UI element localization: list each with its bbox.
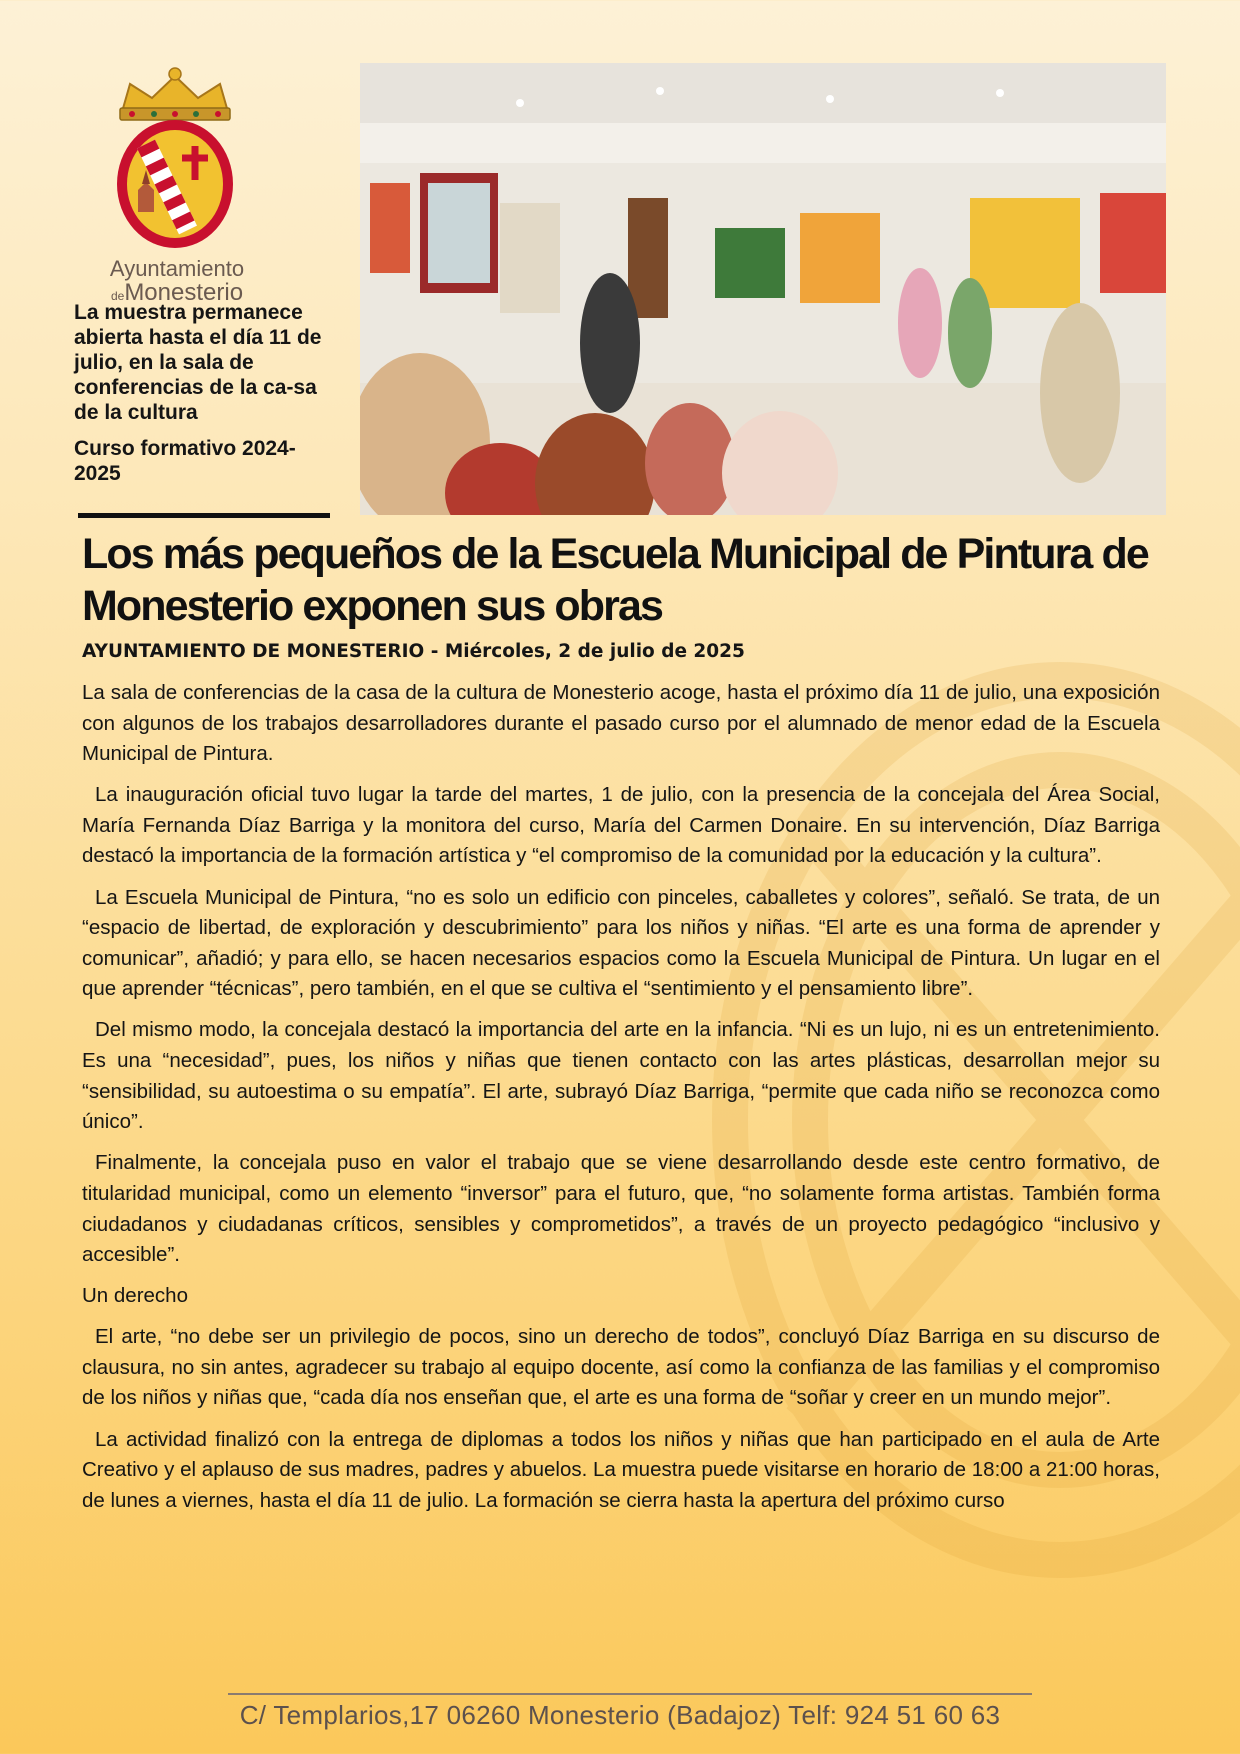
sidebar-note: La muestra permanece abierta hasta el día 11 de julio, en la sala de conferencias de la ca-sa de la cultura	[74, 301, 322, 424]
article-title: Los más pequeños de la Escuela Municipal de Pintura de Monesterio exponen sus obras	[82, 530, 1148, 630]
article-paragraph-7: La actividad finalizó con la entrega de diplomas a todos los niños y niñas que han participado en el aula de Arte Creativo y el aplauso de sus madres, padres y abuelos. La muestra puede visitarse en horario de 18:00 a 21:00 horas, de lunes a viernes, hasta el día 11 de julio. La formación se cierra hasta la apertura del próximo curso	[82, 1427, 1160, 1512]
dateline-date: Miércoles, 2 de julio de 2025	[444, 641, 745, 662]
article-body	[82, 678, 1160, 1527]
article-paragraph-3: La Escuela Municipal de Pintura, “no es solo un edificio con pinceles, caballetes y colores”, señaló. Se trata, de un “espacio de libertad, de exploración y descubrimiento” para los niños y niñas. “El arte es una forma de aprender y comunicar”, añadió; y para ello, se hacen necesarios espacios como la Escuela Municipal de Pintura. Un lugar en el que aprender “técnicas”, pero también, en el que se cultiva el “sentimiento y el pensamiento libre”.	[82, 885, 1160, 1001]
logo-wordmark	[92, 258, 262, 305]
dateline	[82, 641, 745, 662]
dateline-separator: -	[424, 641, 445, 662]
footer-divider	[228, 1693, 1032, 1695]
sidebar-divider	[78, 513, 330, 518]
logo-line-2-main: Monesterio	[124, 279, 244, 306]
article-paragraph-1: La sala de conferencias de la casa de la cultura de Monesterio acoge, hasta el próximo día 11 de julio, una exposición con algunos de los trabajos desarrolladores durante el pasado curso por el alumnado de menor edad de la Escuela Municipal de Pintura.	[82, 681, 1160, 766]
footer-address: C/ Templarios,17 06260 Monesterio (Badajoz) Telf: 924 51 60 63	[239, 1700, 1001, 1730]
article-paragraph-6: El arte, “no debe ser un privilegio de pocos, sino un derecho de todos”, concluyó Díaz Barriga en su discurso de clausura, no sin antes, agradecer su trabajo al equipo docente, así como la confianza de las familias y el compromiso de los niños y niñas que, “cada día nos enseñan que, el arte es una forma de “soñar y creer en un mundo mejor”.	[82, 1325, 1160, 1410]
municipal-coat-of-arms-icon	[100, 62, 250, 252]
sidebar	[74, 300, 330, 486]
sidebar-course: Curso formativo 2024-2025	[74, 437, 296, 485]
dateline-source: AYUNTAMIENTO DE MONESTERIO	[82, 641, 425, 662]
article-paragraph-2: La inauguración oficial tuvo lugar la tarde del martes, 1 de julio, con la presencia de la concejala del Área Social, María Fernanda Díaz Barriga y la monitora del curso, María del Carmen Donaire. En su intervención, Díaz Barriga destacó la importancia de la formación artística y “el compromiso de la comunidad por la educación y la cultura”.	[82, 783, 1160, 868]
logo-line-1: Ayuntamiento	[109, 256, 245, 281]
article-paragraph-4: Del mismo modo, la concejala destacó la importancia del arte en la infancia. “Ni es un lujo, ni es un entretenimiento. Es una “necesidad”, pues, los niños y niñas que tienen contacto con las artes plásticas, desarrollan mejor su “sensibilidad, su autoestima o su empatía”. El arte, subrayó Díaz Barriga, “permite que cada niño se reconozca como único”.	[82, 1018, 1160, 1134]
logo-line-2-small: de	[110, 289, 125, 303]
article-paragraph-5: Finalmente, la concejala puso en valor el trabajo que se viene desarrollando desde este centro formativo, de titularidad municipal, como un elemento “inversor” para el futuro, que, “no solamente forma artistas. También forma ciudadanos y ciudadanas críticos, sensibles y comprometidos”, a través de un proyecto pedagógico “inclusivo y accesible”.	[82, 1151, 1160, 1267]
article-subheading: Un derecho	[82, 1284, 188, 1308]
exhibition-room-photo	[360, 63, 1166, 515]
